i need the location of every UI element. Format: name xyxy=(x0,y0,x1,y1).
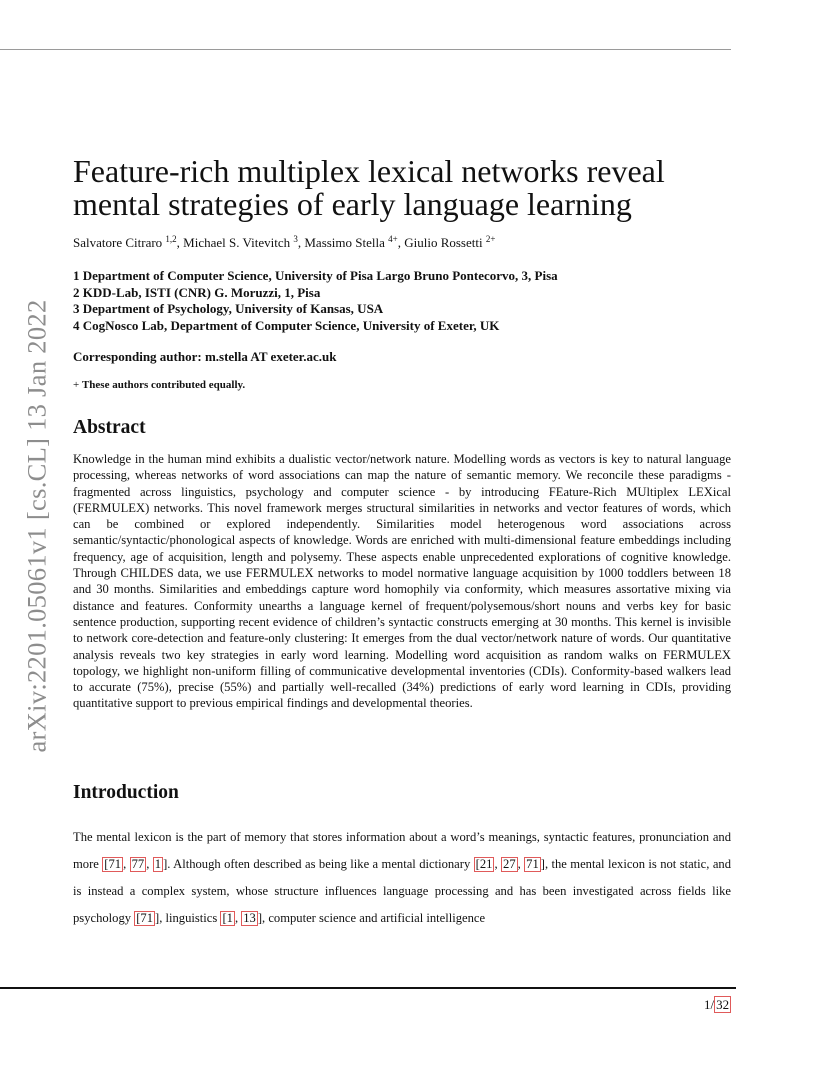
author-name: Michael S. Vitevitch xyxy=(183,235,291,250)
arxiv-identifier-stamp: arXiv:2201.05061v1 [cs.CL] 13 Jan 2022 xyxy=(21,299,52,753)
equal-contribution-text: These authors contributed equally. xyxy=(81,379,246,391)
intro-text-segment: ], computer science and artificial intelligence xyxy=(257,911,486,925)
author-name: Massimo Stella xyxy=(304,235,385,250)
author-separator: , xyxy=(176,235,184,250)
citation-link[interactable]: 71 xyxy=(526,857,539,871)
citation-link[interactable]: 1 xyxy=(154,857,162,871)
introduction-heading: Introduction xyxy=(73,782,179,803)
citation-link[interactable]: 27 xyxy=(503,857,516,871)
author-affiliation-mark: 4+ xyxy=(388,234,398,244)
author-affiliation-mark: 2+ xyxy=(485,234,496,244)
abstract-heading: Abstract xyxy=(73,417,146,438)
citation-link[interactable]: [71 xyxy=(104,857,122,871)
corresponding-author: Corresponding author: m.stella AT exeter.ac.uk xyxy=(73,349,337,364)
citation-link[interactable]: [21 xyxy=(475,857,493,871)
plus-symbol: + xyxy=(73,379,80,391)
affiliation-item: 1 Department of Computer Science, University of Pisa Largo Bruno Pontecorvo, 3, Pisa xyxy=(73,268,558,283)
paper-title xyxy=(73,155,763,221)
abstract-text: Knowledge in the human mind exhibits a dualistic vector/network nature. Modelling words as vectors is key to natural language processing, whereas networks of word associations can map the nature of semantic memory. We reconcile these paradigms - fragmented across linguistics, psychology and computer science - by introducing FEature-Rich MUltiplex LEXical (FERMULEX) networks. This novel framework merges structural similarities in networks and vector features of words, which can be combined or explored independently. Similarities model heterogenous word associations across semantic/syntactic/phonological aspects of knowledge. Words are enriched with multi-dimensional feature embeddings including frequency, age of acquisition, length and polysemy. These aspects enable unprecedented explorations of cognitive knowledge. Through CHILDES data, we use FERMULEX networks to model normative language acquisition by 1000 toddlers between 18 and 30 months. Similarities and embeddings capture word homophily via conformity, which measures assortative mixing via distance and features. Conformity unearths a language kernel of frequent/polysemous/short nouns and verbs key for basic sentence production, supporting recent evidence of children’s syntactic constructs emerging at 30 months. This kernel is invisible to network core-detection and feature-only clustering: It emerges from the dual vector/network nature of words. Our quantitative analysis reveals two key strategies in early word learning. Modelling word acquisition as random walks on FERMULEX topology, we highlight non-uniform filling of communicative developmental inventories (CDIs). Conformity-based walkers lead to accurate (75%), precise (55%) and partially well-recalled (34%) predictions of early word learning in CDIs, providing quantitative support to previous empirical findings and developmental theories. xyxy=(73,452,731,711)
intro-text-segment: ], linguistics xyxy=(155,911,221,925)
author-affiliation-mark: 1,2 xyxy=(165,234,177,244)
introduction-text: The mental lexicon is the part of memory that stores information about a word’s meanings, syntactic features, pronunciation and more [71 , 77 , 1 ]. Although often described as being like a mental dictionary [21 , 27 , 71 ], the mental lexicon is not static, and is instead a complex system, whose structure influences language processing and has been investigated across fields like psychology [71 ], linguistics [1 , 13 ], computer science and artificial intelligence xyxy=(73,830,731,925)
intro-text-segment: The mental lexicon is the part of memory that stores information about a word’s meanings, syntactic features, pronunciation and more xyxy=(73,830,731,871)
title-line-2: mental strategies of early language learning xyxy=(73,186,632,222)
intro-text-segment: ]. Although often described as being like a mental dictionary xyxy=(163,857,474,871)
author-list xyxy=(73,235,495,251)
author-name: Giulio Rossetti xyxy=(404,235,483,250)
citation-link[interactable]: 77 xyxy=(131,857,145,871)
title-line-1: Feature-rich multiplex lexical networks reveal xyxy=(73,153,665,189)
author-affiliation-mark: 3 xyxy=(293,234,298,244)
total-pages-link[interactable]: 32 xyxy=(716,997,730,1012)
citation-link[interactable]: [71 xyxy=(136,911,154,925)
current-page: 1/ xyxy=(704,997,715,1012)
equal-contribution-note xyxy=(73,379,245,391)
author-name: Salvatore Citraro xyxy=(73,235,163,250)
affiliation-item: 4 CogNosco Lab, Department of Computer Science, University of Exeter, UK xyxy=(73,317,500,333)
citation-link[interactable]: [1 xyxy=(222,911,233,925)
page-number xyxy=(704,997,731,1013)
intro-text-segment: ], the mental lexicon is not static, and is instead a complex system, whose structure influences language processing and has been investigated across fields like psychology xyxy=(73,857,731,925)
citation-link[interactable]: 13 xyxy=(243,911,256,925)
author-separator: , xyxy=(397,235,405,250)
top-rule xyxy=(0,49,731,50)
footer-rule xyxy=(0,987,736,989)
affiliation-item: 2 KDD-Lab, ISTI (CNR) G. Moruzzi, 1, Pisa xyxy=(73,284,321,300)
author-separator: , xyxy=(297,235,305,250)
affiliation-list xyxy=(73,268,558,334)
affiliation-item: 3 Department of Psychology, University of Kansas, USA xyxy=(73,301,384,317)
